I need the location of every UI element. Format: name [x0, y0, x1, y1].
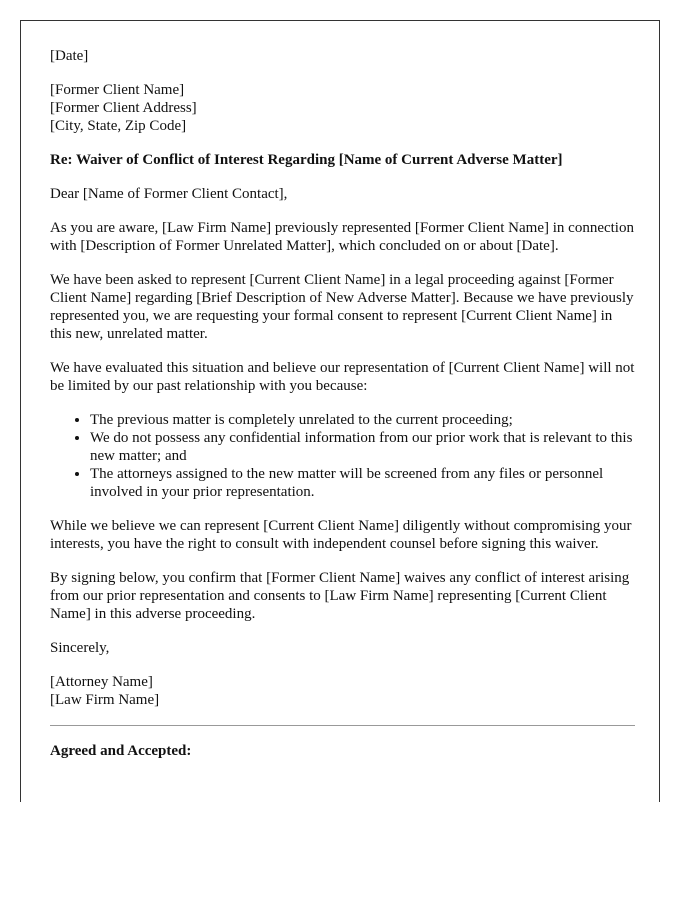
subject-line: Re: Waiver of Conflict of Interest Regarding [Name of Current Adverse Matter] — [50, 152, 563, 168]
recipient-city: [City, State, Zip Code] — [50, 118, 187, 134]
letter-content — [50, 47, 635, 776]
body-paragraph-3: We have evaluated this situation and believe our representation of [Current Client Name] will not be limited by our past relationship with you because: — [50, 360, 635, 394]
list-item: • The previous matter is completely unrelated to the current proceeding; — [90, 411, 635, 429]
signoff: Sincerely, — [50, 640, 110, 656]
list-item: • We do not possess any confidential information from our prior work that is relevant to this new matter; and — [90, 429, 635, 465]
salutation: Dear [Name of Former Client Contact], — [50, 186, 288, 202]
recipient-name: [Former Client Name] — [50, 82, 185, 98]
recipient-address-block — [50, 81, 635, 135]
list-item: • The attorneys assigned to the new matter will be screened from any files or personnel involved in your prior representation. — [90, 465, 635, 501]
recipient-address: [Former Client Address] — [50, 100, 197, 116]
closing-paragraph-2: By signing below, you confirm that [Former Client Name] waives any conflict of interest arising from our prior representation and consents to [Law Firm Name] representing [Current Client Name] in this adverse proceeding. — [50, 570, 630, 622]
closing-paragraph-1: While we believe we can represent [Current Client Name] diligently without compromising your interests, you have the right to consult with independent counsel before signing this waiver. — [50, 518, 632, 552]
reasons-list — [50, 411, 635, 501]
firm-name: [Law Firm Name] — [50, 692, 160, 708]
body-paragraph-1: As you are aware, [Law Firm Name] previously represented [Former Client Name] in connection with [Description of Former Unrelated Matter], which concluded on or about [Date]. — [50, 220, 634, 254]
acceptance-heading: Agreed and Accepted: — [50, 743, 192, 759]
letter-page — [20, 20, 660, 802]
body-paragraph-2: We have been asked to represent [Current Client Name] in a legal proceeding against [Former Client Name] regarding [Brief Description of New Adverse Matter]. Because we have previously represented you, we are requesting your formal consent to represent [Current Client Name] in this new, unrelated matter. — [50, 272, 634, 342]
letter-date: [Date] — [50, 48, 89, 64]
attorney-name: [Attorney Name] — [50, 674, 153, 690]
signature-block — [50, 673, 635, 709]
section-divider — [50, 725, 635, 726]
